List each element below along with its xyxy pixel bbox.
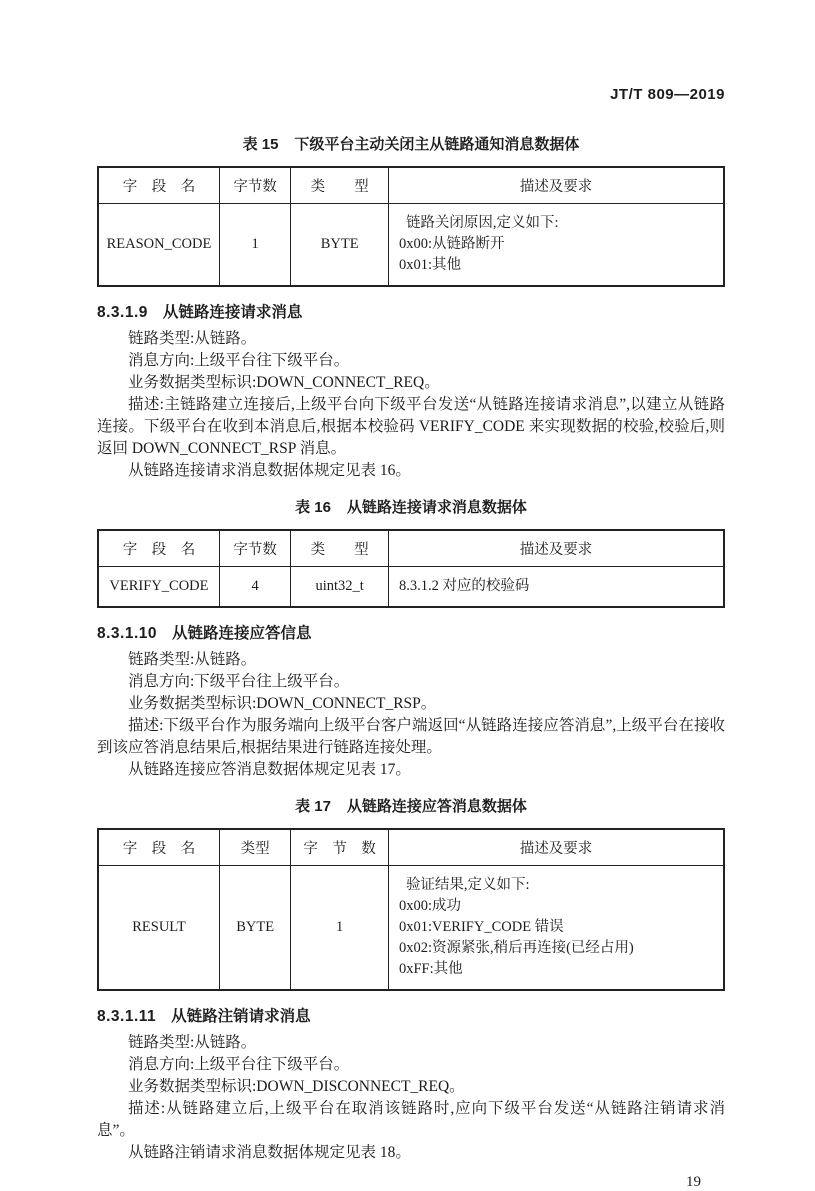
table17-cell-field: RESULT [98,866,219,991]
table16-number: 表 16 [295,499,331,516]
section-heading [97,300,725,322]
table15-number: 表 15 [242,136,279,153]
paragraph-table-ref: 从链路连接应答消息数据体规定见表 17。 [128,761,411,778]
table16-header-desc: 描述及要求 [388,530,724,567]
table15-header-type: 类 型 [291,167,389,204]
page-number: 19 [686,1174,701,1190]
table15-header-desc: 描述及要求 [388,167,724,204]
section-number: 8.3.1.11 [97,1008,157,1025]
paragraph-link-type: 链路类型:从链路。 [128,330,257,347]
table15-cell-type: BYTE [291,204,389,287]
table16-caption: 从链路连接请求消息数据体 [346,499,527,516]
table16-cell-bytes: 4 [219,567,290,608]
desc-line: 0xFF:其他 [398,961,463,977]
section-title: 从链路注销请求消息 [171,1008,311,1025]
table16-title [97,496,725,517]
table15-header-bytes: 字节数 [219,167,290,204]
desc-line: 0x00:从链路断开 [398,236,505,252]
table-row [98,567,724,608]
paragraph-link-type: 链路类型:从链路。 [128,651,257,668]
paragraph-data-type-id: 业务数据类型标识:DOWN_DISCONNECT_REQ。 [128,1078,465,1095]
paragraph-data-type-id: 业务数据类型标识:DOWN_CONNECT_RSP。 [128,695,437,712]
table16-header-field: 字 段 名 [98,530,219,567]
table-row [98,204,724,287]
table17-header-row [98,829,724,866]
paragraph-direction: 消息方向:上级平台往下级平台。 [128,352,350,369]
table-row [98,866,724,991]
table17-cell-type: BYTE [219,866,290,991]
table16-cell-type: uint32_t [291,567,389,608]
paragraph-description: 描述:主链路建立连接后,上级平台向下级平台发送“从链路连接请求消息”,以建立从链路连接。下级平台在收到本消息后,根据本校验码 VERIFY_CODE 来实现数据的校验,校验后,则返回 DOWN_CONNECT_RSP 消息。 [97,396,725,457]
paragraph-table-ref: 从链路注销请求消息数据体规定见表 18。 [128,1144,411,1161]
table17-number: 表 17 [295,798,331,815]
table15-header-field: 字 段 名 [98,167,219,204]
table17-header-type: 类型 [219,829,290,866]
paragraph-data-type-id: 业务数据类型标识:DOWN_CONNECT_REQ。 [128,374,440,391]
table17-header-field: 字 段 名 [98,829,219,866]
paragraph-direction: 消息方向:下级平台往上级平台。 [128,673,350,690]
section-heading [97,1004,725,1026]
table15-caption: 下级平台主动关闭主从链路通知消息数据体 [294,136,580,153]
desc-line: 链路关闭原因,定义如下: [405,215,559,231]
table15-cell-desc [388,204,724,287]
table17 [97,828,725,991]
table17-title [97,795,725,816]
desc-line: 验证结果,定义如下: [405,877,530,893]
table16-header-type: 类 型 [291,530,389,567]
table15-title [97,133,725,154]
section-title: 从链路连接应答信息 [172,625,312,642]
table15 [97,166,725,287]
section-heading [97,621,725,643]
desc-line: 0x01:VERIFY_CODE 错误 [398,919,564,935]
paragraph-description: 描述:从链路建立后,上级平台在取消该链路时,应向下级平台发送“从链路注销请求消息”。 [97,1100,725,1139]
table15-cell-field: REASON_CODE [98,204,219,287]
paragraph-direction: 消息方向:上级平台往下级平台。 [128,1056,350,1073]
table17-cell-desc [388,866,724,991]
doc-header-standard-number: JT/T 809—2019 [610,86,725,103]
table15-header-row [98,167,724,204]
table17-cell-bytes: 1 [291,866,389,991]
table16-cell-field: VERIFY_CODE [98,567,219,608]
section-number: 8.3.1.9 [97,304,148,321]
paragraph-description: 描述:下级平台作为服务端向上级平台客户端返回“从链路连接应答消息”,上级平台在接收到该应答消息结果后,根据结果进行链路连接处理。 [97,717,725,756]
table17-header-bytes: 字 节 数 [291,829,389,866]
desc-line: 0x02:资源紧张,稍后再连接(已经占用) [398,940,634,956]
desc-line: 8.3.1.2 对应的校验码 [398,578,530,594]
table16-header-bytes: 字节数 [219,530,290,567]
section-8-3-1-9 [97,300,725,482]
section-8-3-1-11 [97,1004,725,1164]
paragraph-table-ref: 从链路连接请求消息数据体规定见表 16。 [128,462,411,479]
table16-cell-desc [388,567,724,608]
table17-header-desc: 描述及要求 [388,829,724,866]
table17-caption: 从链路连接应答消息数据体 [346,798,527,815]
table16-header-row [98,530,724,567]
desc-line: 0x01:其他 [398,257,461,273]
table16 [97,529,725,608]
paragraph-link-type: 链路类型:从链路。 [128,1034,257,1051]
desc-line: 0x00:成功 [398,898,461,914]
section-title: 从链路连接请求消息 [162,304,303,321]
section-number: 8.3.1.10 [97,625,158,642]
section-8-3-1-10 [97,621,725,781]
table15-cell-bytes: 1 [219,204,290,287]
